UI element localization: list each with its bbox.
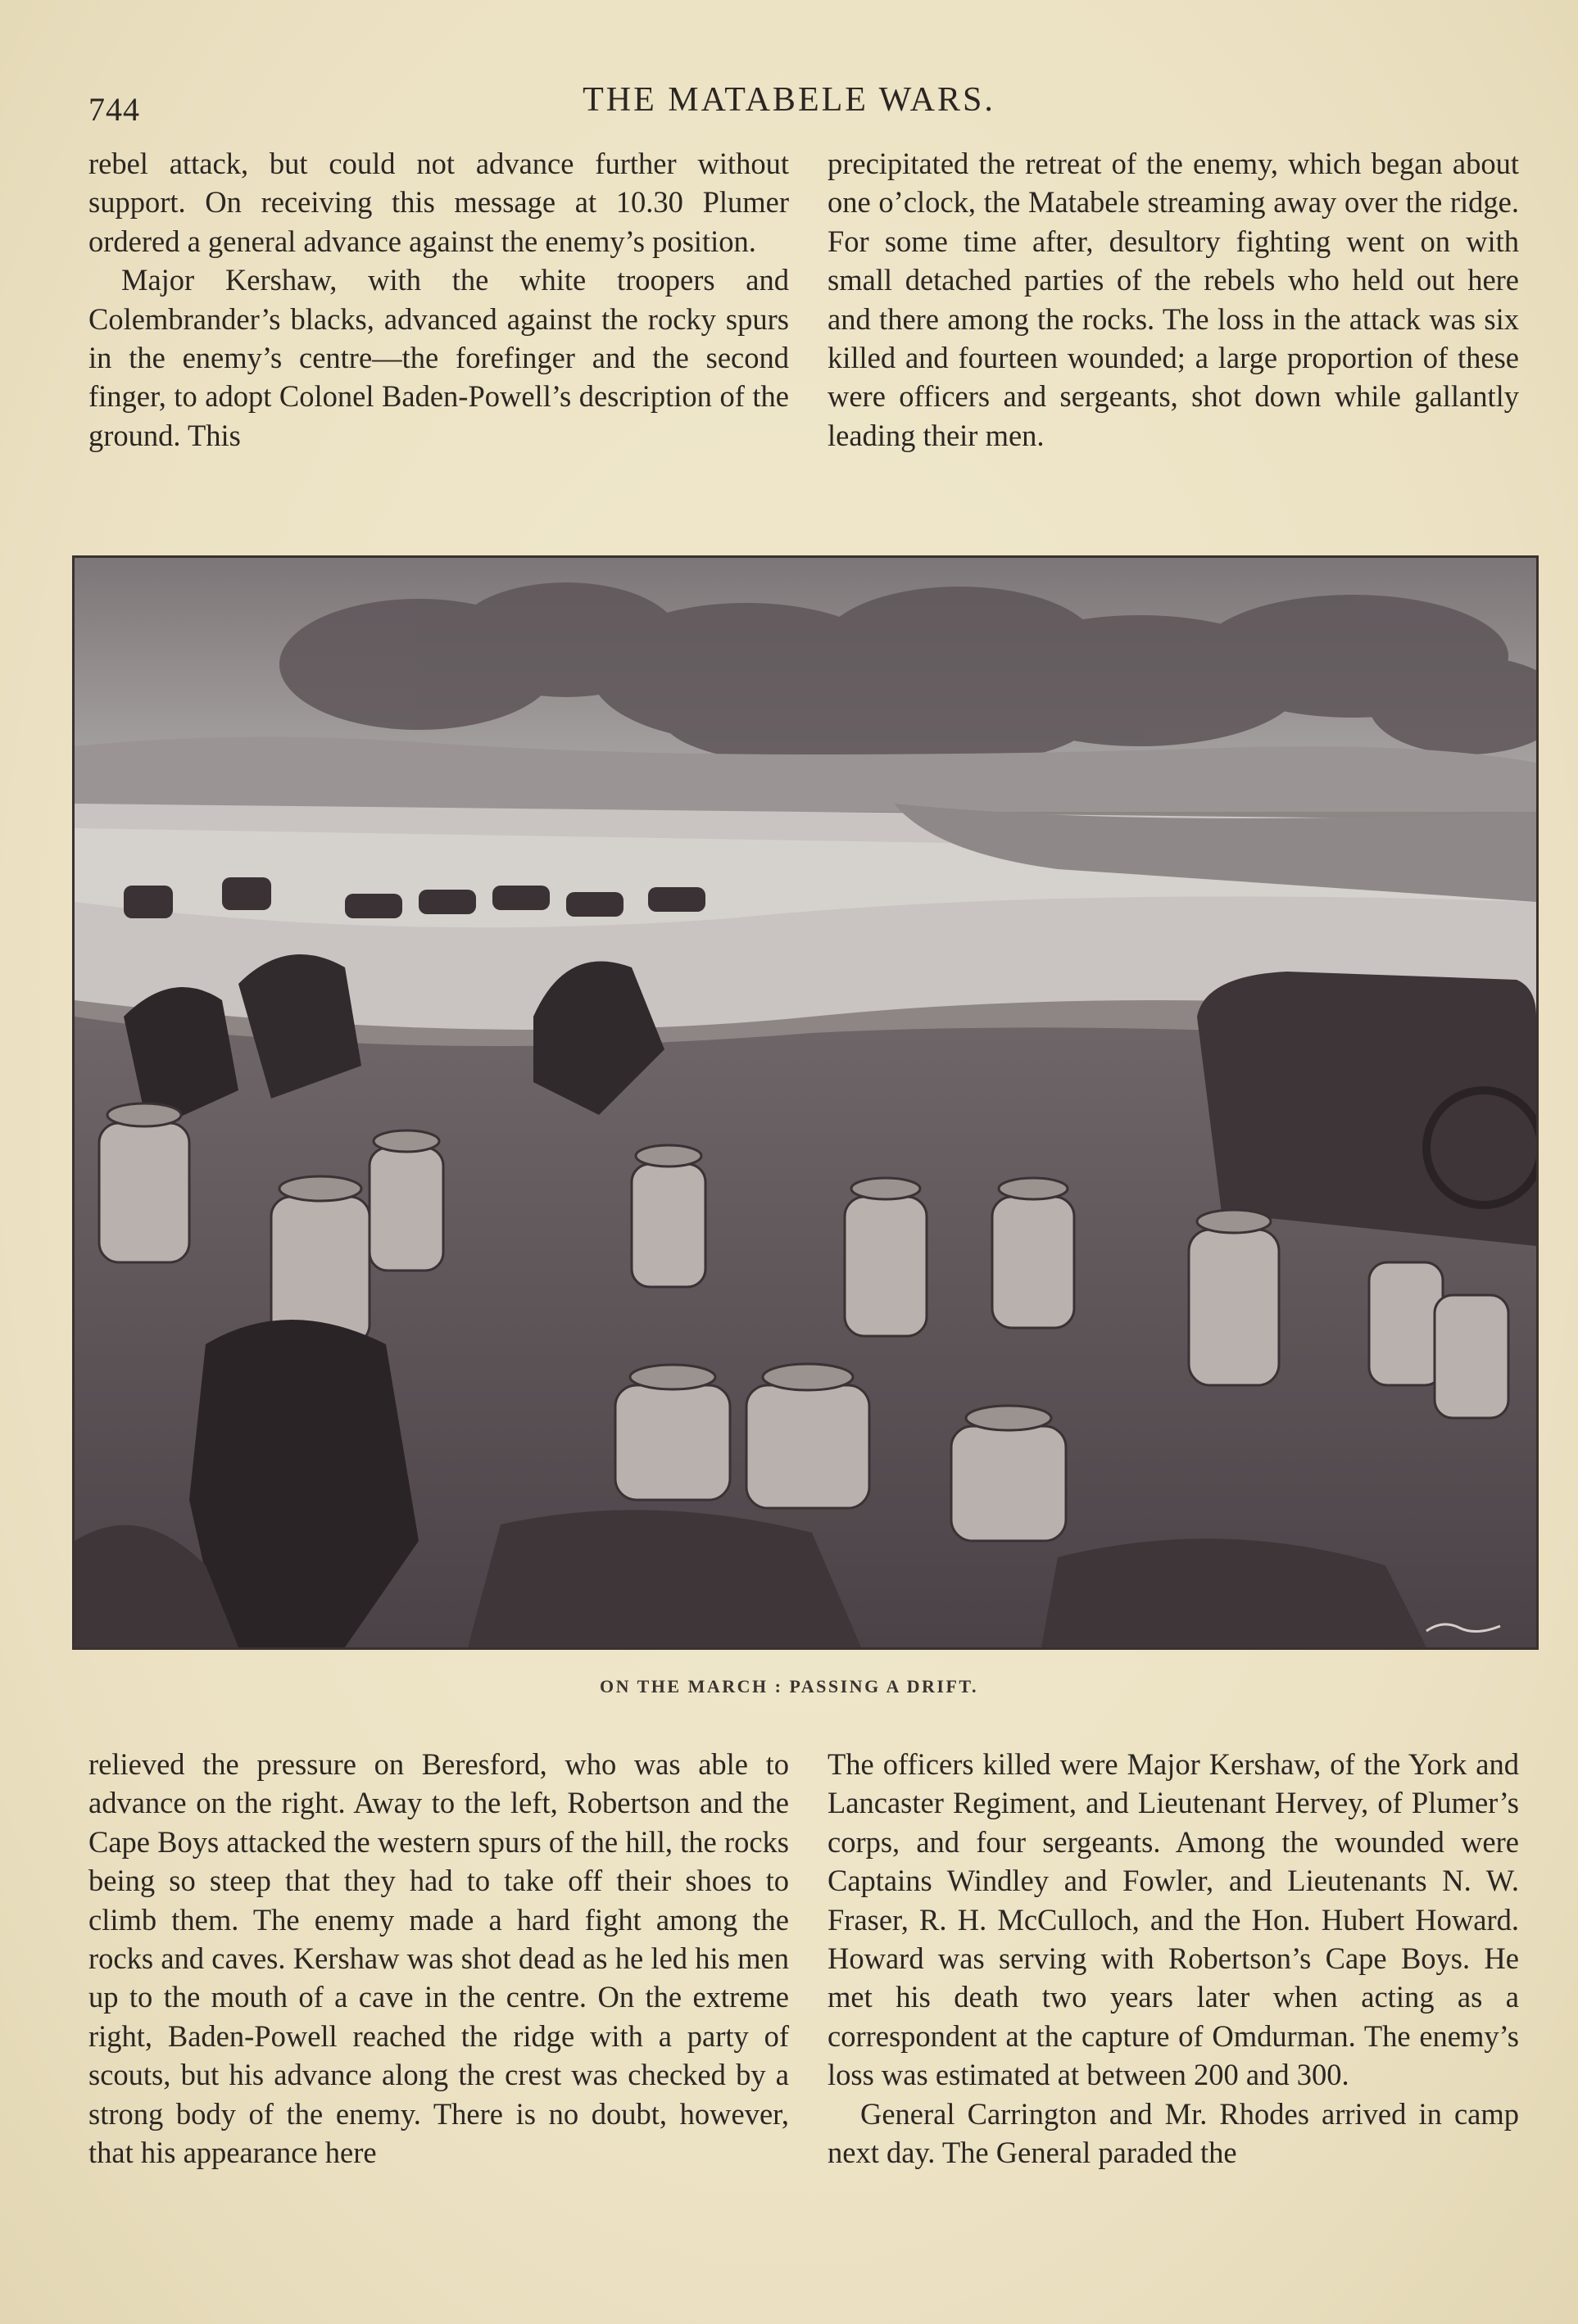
paragraph: precipitated the retreat of the enemy, which began about one o’clock, the Matabele streaming away over the ridge. For some time after, desultory fighting went on with small detached parties of the rebels who held out here and there among the rocks. The loss in the attack was six killed and fourteen wounded; a large proportion of these were officers and sergeants, shot down while gallantly leading their men.	[828, 147, 1519, 452]
paragraph: The officers killed were Major Kershaw, of the York and Lancaster Regiment, and Lieutenant Hervey, of Plumer’s corps, and four sergeants. Among the wounded were Captains Windley and Fowler, and Lieutenants N. W. Fraser, R. H. McCulloch, and the Hon. Hubert Howard. Howard was serving with Robertson’s Cape Boys. He met his death two years later when acting as a correspondent at the capture of Omdurman. The enemy’s loss was estimated at between 200 and 300.	[828, 1747, 1519, 2092]
text-column-bottom-right	[828, 1745, 1519, 2172]
paragraph: relieved the pressure on Beresford, who was able to advance on the right. Away to the left, Robertson and the Cape Boys attacked the western spurs of the hill, the rocks being so steep that they had to take off their shoes to climb them. The enemy made a hard fight among the rocks and caves. Kershaw was shot dead as he led his men up to the mouth of a cave in the centre. On the extreme right, Baden-Powell reached the ridge with a party of scouts, but his advance along the crest was checked by a strong body of the enemy. There is no doubt, however, that his appearance here	[88, 1747, 789, 2170]
text-column-top-right	[828, 144, 1519, 455]
text-column-bottom-left	[88, 1745, 789, 2172]
illustration-scene	[75, 558, 1536, 1647]
ox-wagon	[1197, 972, 1536, 1246]
paragraph: Major Kershaw, with the white troopers and Colembrander’s blacks, advanced against the rocky spurs in the enemy’s centre—the forefinger and the second finger, to adopt Colonel Baden-Powell’s description of the ground. This	[88, 263, 789, 452]
illustration	[72, 555, 1539, 1650]
page-number: 744	[88, 91, 140, 128]
figure-caption: ON THE MARCH : PASSING A DRIFT.	[600, 1676, 978, 1697]
text-column-top-left	[88, 144, 789, 455]
paragraph: rebel attack, but could not advance further without support. On receiving this message at 10.30 Plumer ordered a general advance against the enemy’s position.	[88, 147, 789, 258]
paragraph: General Carrington and Mr. Rhodes arrived in camp next day. The General paraded the	[828, 2096, 1519, 2170]
running-head: THE MATABELE WARS.	[583, 81, 995, 119]
